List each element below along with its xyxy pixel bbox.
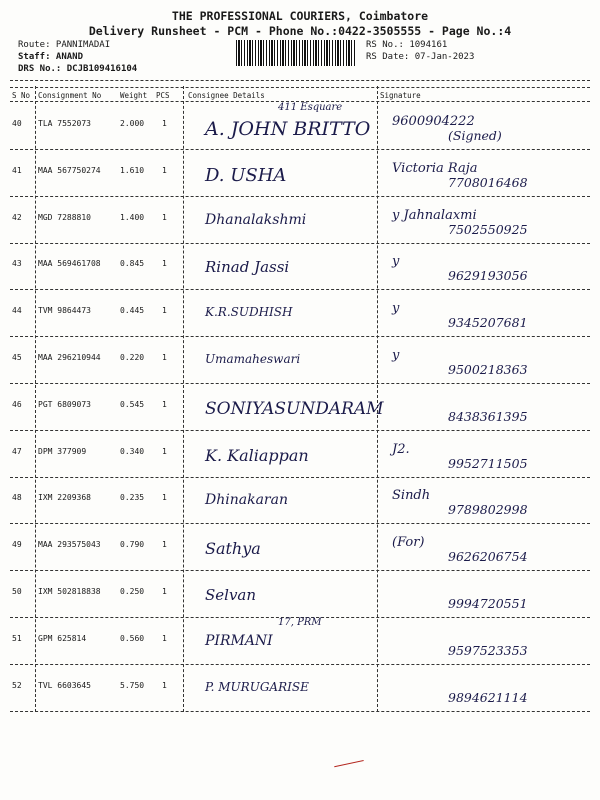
consignee-name: Selvan	[205, 586, 257, 604]
table-row	[0, 338, 600, 385]
signature-mark: 9600904222	[392, 114, 475, 129]
row-sno: 45	[12, 353, 22, 362]
consignee-name: A. JOHN BRITTO	[205, 118, 371, 140]
table-row	[0, 432, 600, 479]
row-divider	[10, 570, 590, 571]
staff-label: Staff: ANAND	[18, 52, 84, 62]
table-row	[0, 619, 600, 666]
runsheet-title: Delivery Runsheet - PCM - Phone No.:0422-3505555 - Page No.:4	[88, 24, 512, 38]
consignee-note: 411 Esquare	[278, 102, 343, 113]
row-sno: 46	[12, 400, 22, 409]
rs-date: RS Date: 07-Jan-2023	[366, 52, 475, 62]
signature-mark: y	[392, 301, 400, 316]
row-sno: 48	[12, 493, 22, 502]
row-pcs: 1	[162, 306, 167, 315]
route-label: Route: PANNIMADAI	[18, 40, 111, 50]
signature-mark: y Jahnalaxmi	[392, 208, 477, 223]
row-weight: 0.235	[120, 493, 145, 502]
row-weight: 0.845	[120, 259, 145, 268]
consignee-name: D. USHA	[205, 165, 287, 186]
row-divider	[10, 149, 590, 150]
consignee-name: PIRMANI	[205, 633, 273, 649]
row-weight: 1.610	[120, 166, 145, 175]
row-consignment: MAA 567750274	[38, 166, 101, 175]
signature-phone: 9626206754	[448, 549, 528, 564]
consignee-name: K.R.SUDHISH	[205, 305, 293, 319]
table-row	[0, 525, 600, 572]
row-consignment: MGD 7288810	[38, 213, 91, 222]
consignee-name: P. MURUGARISE	[205, 680, 309, 694]
consignee-name: Rinad Jassi	[205, 258, 290, 276]
row-consignment: MAA 293575043	[38, 540, 101, 549]
table-row	[0, 385, 600, 432]
table-row	[0, 572, 600, 619]
row-weight: 2.000	[120, 119, 145, 128]
signature-phone: 7502550925	[448, 222, 528, 237]
row-sno: 50	[12, 587, 22, 596]
table-row	[0, 291, 600, 338]
row-divider	[10, 196, 590, 197]
signature-mark: y	[392, 348, 400, 363]
consignee-note: 17, PRM	[278, 617, 322, 628]
row-sno: 42	[12, 213, 22, 222]
header-divider	[10, 80, 590, 81]
row-consignment: DPM 377909	[38, 447, 87, 456]
row-pcs: 1	[162, 540, 167, 549]
consignee-name: Dhanalakshmi	[205, 212, 307, 228]
signature-phone: 9597523353	[448, 643, 528, 658]
col-weight: Weight	[120, 91, 148, 100]
row-divider	[10, 711, 590, 712]
col-pcs: PCS	[156, 91, 170, 100]
row-pcs: 1	[162, 213, 167, 222]
signature-phone: 9345207681	[448, 315, 528, 330]
table-row	[0, 244, 600, 291]
row-pcs: 1	[162, 493, 167, 502]
row-divider	[10, 289, 590, 290]
row-weight: 0.220	[120, 353, 145, 362]
row-divider	[10, 383, 590, 384]
signature-phone: 9629193056	[448, 268, 528, 283]
row-weight: 0.340	[120, 447, 145, 456]
table-row	[0, 198, 600, 245]
signature-phone: 9894621114	[448, 690, 528, 705]
row-consignment: MAA 569461708	[38, 259, 101, 268]
row-divider	[10, 523, 590, 524]
row-sno: 43	[12, 259, 22, 268]
row-consignment: IXM 502818838	[38, 587, 101, 596]
row-divider	[10, 664, 590, 665]
row-pcs: 1	[162, 634, 167, 643]
row-pcs: 1	[162, 119, 167, 128]
table-row	[0, 151, 600, 198]
signature-mark: Sindh	[392, 488, 431, 503]
row-pcs: 1	[162, 400, 167, 409]
row-weight: 0.545	[120, 400, 145, 409]
signature-mark: (For)	[392, 535, 425, 550]
row-pcs: 1	[162, 353, 167, 362]
row-weight: 0.445	[120, 306, 145, 315]
row-sno: 51	[12, 634, 22, 643]
table-row	[0, 104, 600, 151]
drs-number: DRS No.: DCJB109416104	[18, 64, 138, 74]
row-sno: 44	[12, 306, 22, 315]
row-divider	[10, 336, 590, 337]
consignee-name: K. Kaliappan	[205, 446, 309, 465]
signature-phone: 9500218363	[448, 362, 528, 377]
row-pcs: 1	[162, 447, 167, 456]
row-sno: 40	[12, 119, 22, 128]
row-weight: 5.750	[120, 681, 145, 690]
signature-mark: J2.	[392, 442, 410, 457]
signature-phone: 9952711505	[448, 456, 528, 471]
signature-mark: Victoria Raja	[392, 161, 478, 176]
consignee-name: SONIYASUNDARAM	[205, 399, 384, 419]
row-sno: 47	[12, 447, 22, 456]
table-row	[0, 666, 600, 713]
row-weight: 1.400	[120, 213, 145, 222]
row-consignment: GPM 625814	[38, 634, 87, 643]
row-consignment: TVM 9864473	[38, 306, 91, 315]
col-consignment: Consignment No	[38, 91, 102, 100]
row-consignment: TVL 6603645	[38, 681, 91, 690]
col-sno: S No	[12, 91, 31, 100]
row-pcs: 1	[162, 587, 167, 596]
row-pcs: 1	[162, 681, 167, 690]
signature-phone: 8438361395	[448, 409, 528, 424]
row-weight: 0.250	[120, 587, 145, 596]
consignee-name: Sathya	[205, 539, 261, 558]
signature-phone: 9994720551	[448, 596, 528, 611]
row-consignment: TLA 7552073	[38, 119, 91, 128]
rs-number: RS No.: 1094161	[366, 40, 448, 50]
signature-phone: (Signed)	[448, 128, 502, 143]
row-weight: 0.560	[120, 634, 145, 643]
header-divider	[10, 87, 590, 88]
signature-phone: 7708016468	[448, 175, 528, 190]
row-pcs: 1	[162, 166, 167, 175]
pen-mark	[334, 760, 366, 777]
row-consignment: IXM 2209368	[38, 493, 91, 502]
row-pcs: 1	[162, 259, 167, 268]
signature-phone: 9789802998	[448, 502, 528, 517]
company-title: THE PROFESSIONAL COURIERS, Coimbatore	[171, 9, 429, 23]
row-consignment: MAA 296210944	[38, 353, 101, 362]
signature-mark: y	[392, 254, 400, 269]
table-row	[0, 478, 600, 525]
barcode	[236, 40, 356, 66]
row-divider	[10, 430, 590, 431]
row-consignment: PGT 6809073	[38, 400, 91, 409]
row-sno: 52	[12, 681, 22, 690]
row-sno: 49	[12, 540, 22, 549]
col-consignee: Consignee Details	[188, 91, 265, 100]
consignee-name: Umamaheswari	[205, 352, 301, 366]
consignee-name: Dhinakaran	[205, 492, 288, 508]
col-signature: Signature	[380, 91, 421, 100]
row-weight: 0.790	[120, 540, 145, 549]
row-sno: 41	[12, 166, 22, 175]
